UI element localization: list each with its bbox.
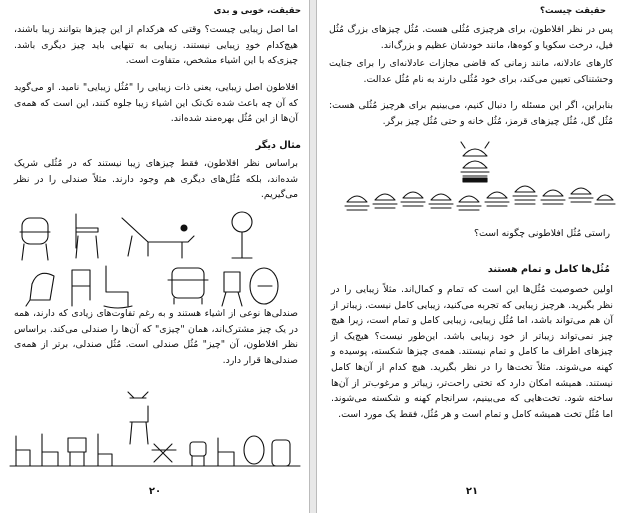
right-paragraph-2: کارهای عادلانه، مانند زمانی که قاضی مجازات عادلانه‌ای را برای جنایت وحشتناکی تعیین می‌کند، برای خود مُثُلی دارند به نام مُثُل عدالت. [329,58,613,85]
folding-chair-icon [72,270,90,306]
burger-icon [457,196,481,210]
left-page-header: حقیقت، خوبی و بدی [213,6,301,16]
right-paragraph-1: پس در نظر افلاطون، برای هرچیزی مُثُلی هست. مُثُل چیزهای بزرگ مُثُل فیل، درخت سکویا و کوه‌ها، مانند خودشان عظیم و بزرگ‌اند. [329,24,613,51]
ideal-burger-icon [461,142,489,182]
chair-icon [190,442,206,466]
right-section-heading: مُثُل‌ها کامل و تمام هستند [487,264,610,275]
burger-icon [513,186,537,204]
right-page-number: ۲۱ [465,486,479,497]
rocking-chair-icon [104,266,132,308]
burger-icon [485,192,509,206]
left-paragraph-3: براساس نظر افلاطون، فقط چیزهای زیبا نیستند که در مُثُلی شریک شده‌اند، بلکه مُثُل‌های دیگری هم وجود دارند. مثلاً صندلی را در نظر می‌گیریم. [14,158,298,201]
ideal-chair-icon [128,392,148,444]
chair-icon [16,436,30,466]
right-page-header: حقیقت چیست؟ [540,6,606,16]
burger-icon [429,194,453,208]
chair-icon [218,438,234,466]
left-paragraph-2: افلاطون اصل زیبایی، یعنی ذات زیبایی را "مُثُل زیبایی" نامید. او می‌گوید که آن چه باعث شده تک‌تک این اشیاء زیبا جلوه کنند، این است که همه‌ی آن‌ها از این مُثُل بهره‌مند شده‌اند. [14,82,298,125]
armchair-icon [20,218,50,260]
stool-chair-icon [232,212,252,258]
right-question: راستی مُثُل افلاطونی چگونه است؟ [473,228,610,239]
left-page [0,0,310,513]
right-paragraph-3: بنابراین، اگر این مسئله را دنبال کنیم، می‌بینیم برای هرچیز مُثُلی هست: مُثُل گل، مُثُل چیزهای قرمز، مُثُل خانه و حتی مُثُل چیز برگر. [329,100,613,127]
chair-icon [152,444,176,462]
chair-icon [272,440,290,466]
chair-icon [244,436,264,464]
sofa-chair-icon [168,268,208,304]
burger-icon [345,196,369,210]
lounge-chair-icon [122,218,194,258]
burger-icon [569,188,593,202]
chair-icon [68,438,86,466]
chair-icon [98,434,112,466]
left-paragraph-1: اما اصل زیبایی چیست؟ وقتی که هرکدام از این چیزها بتوانند زیبا باشند، هیچ‌کدام خودِ زیبایی نیستند. زیبایی به تنهایی باید چیز دیگری باشد. چیزی‌که با این اشیاء مشخص، متفاوت است. [14,24,298,67]
recliner-icon [26,273,54,306]
left-paragraph-4: صندلی‌ها نوعی از اشیاء هستند و به رغم تفاوت‌های زیادی که دارند، همه در یک چیز مشترک‌اند، همان "چیزی" که آن‌ها را صندلی می‌کند. براساس نظر افلاطون، آن "چیز" مُثُل صندلی است. مُثُل صندلی، برتر از همه‌ی صندلی‌ها قرار دارد. [14,308,298,366]
chair-icon [42,434,58,466]
egg-chair-icon [250,268,278,304]
burger-icon [595,195,615,204]
chairs-illustration [18,206,280,306]
high-chair-icon [222,272,242,306]
burgers-illustration [327,138,617,218]
left-section-heading: مثال دیگر [255,140,301,151]
burger-icon [373,194,397,208]
left-page-number: ۲۰ [148,486,162,497]
burger-icon [541,190,565,204]
right-page [316,0,628,513]
chair-icon [76,214,98,258]
chairs-row-illustration [6,384,304,470]
right-paragraph-4: اولین خصوصیت مُثُل‌ها این است که تمام و کمال‌اند. مثلاً زیبایی را در نظر بگیرید. هرچیز زیبایی که تجربه می‌کنید، زیبایی کامل نیست. زیباتر از آن هم می‌تواند باشد، اما مُثُل زیبایی، زیبایی کامل و تمام است، زیرا هیچ چیز نمی‌تواند زیباتر از خود زیبایی باشد. این‌طور نیست؟ هیچ‌یک از چیزهای اطراف ما کامل و تمام نیستند. همه‌ی چیزها شکسته، پوسیده و کهنه می‌شوند. مثلاً تخت‌ها را در نظر بگیرید. هیچ کدام از آن‌ها کامل نیستند. همیشه امکان دارد که تختی راحت‌تر، زیباتر و مرغوب‌تر از آن‌ها ساخته شود. تخت‌هایی که می‌بینیم، سرانجام کهنه و شکسته می‌شوند. اما مُثُل تخت همیشه کامل و تمام است و هر مُثُل، فقط یک مورد است. [331,284,613,420]
burger-icon [401,192,425,206]
